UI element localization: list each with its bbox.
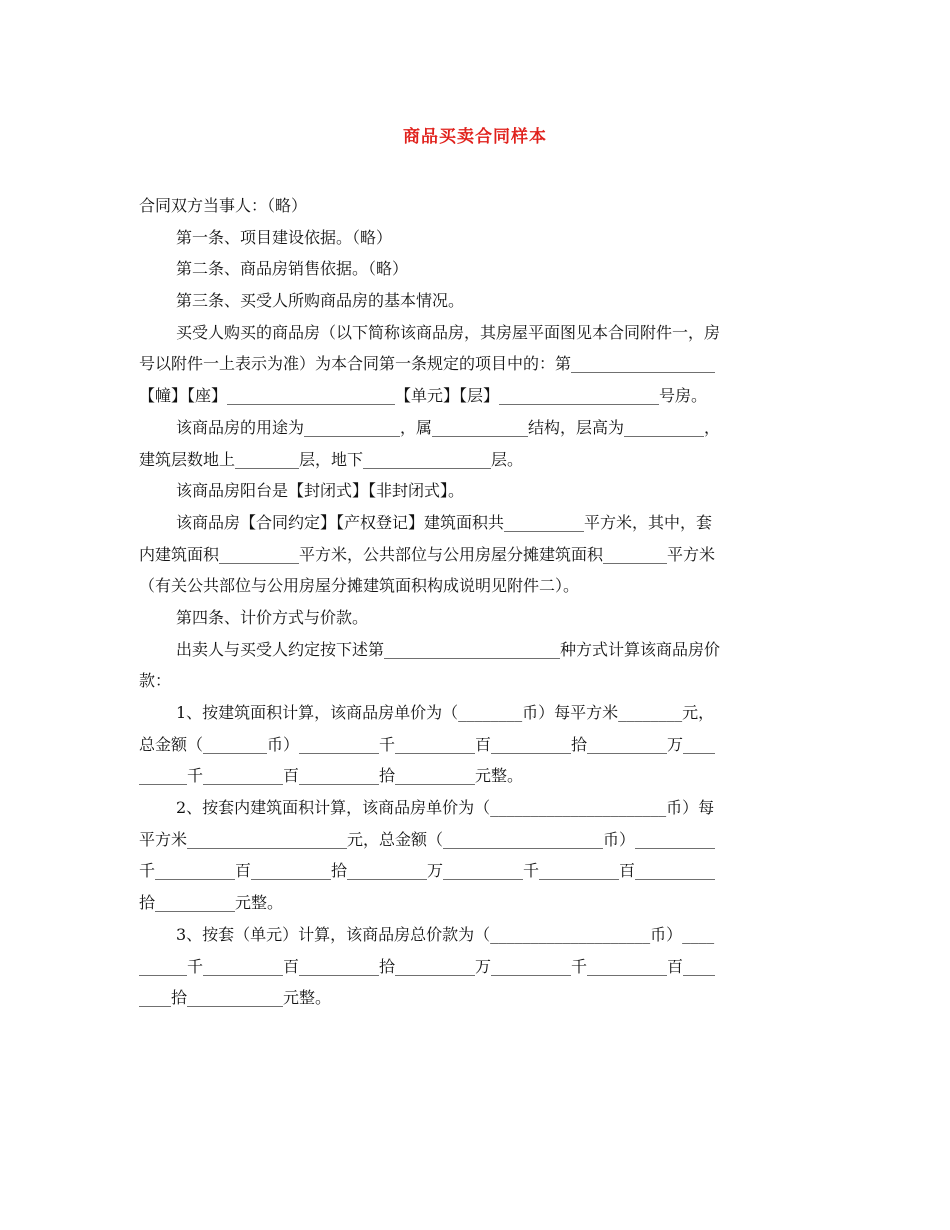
article-3-para-1-line-3: 【幢】【座】_____________________【单元】【层】____________________号房。 [139,386,708,406]
pricing-option-1-line-2: 总金额（________币）__________千__________百__________拾__________万____ [139,734,716,754]
pricing-option-2-line-3: 千__________百__________拾__________万__________千__________百__________ [139,861,716,881]
article-3-para-4-line-2: 内建筑面积__________平方米，公共部位与公用房屋分摊建筑面积________平方米 [139,544,716,564]
parties-line: 合同双方当事人：（略） [139,196,308,215]
article-1-line: 第一条、项目建设依据。（略） [176,227,393,247]
article-3-para-3-line-1: 该商品房阳台是【封闭式】【非封闭式】。 [176,481,465,501]
article-3-para-4-line-3: （有关公共部位与公用房屋分摊建筑面积构成说明见附件二）。 [139,576,580,596]
pricing-option-2-line-1: 2、按套内建筑面积计算，该商品房单价为（______________________币）每 [176,798,715,818]
pricing-option-1-line-3: ______千__________百__________拾__________元整。 [139,766,524,786]
article-3-para-1-line-1: 买受人购买的商品房（以下简称该商品房，其房屋平面图见本合同附件一，房 [176,322,721,342]
article-3-para-2-line-1: 该商品房的用途为____________，属____________结构，层高为__________， [176,417,721,437]
document-title: 商品买卖合同样本 [403,127,547,147]
article-2-line: 第二条、商品房销售依据。（略） [176,259,409,279]
pricing-option-2-line-2: 平方米____________________元，总金额（____________________币）__________ [139,829,716,849]
pricing-option-3-line-1: 3、按套（单元）计算，该商品房总价款为（____________________币）____ [176,924,715,944]
pricing-option-3-line-3: ____拾____________元整。 [139,988,332,1008]
article-3-para-4-line-1: 该商品房【合同约定】【产权登记】建筑面积共__________平方米，其中，套 [176,512,713,532]
pricing-option-2-line-4: 拾__________元整。 [139,893,284,913]
article-3-para-1-line-2: 号以附件一上表示为准）为本合同第一条规定的项目中的：第__________________ [139,354,716,374]
pricing-option-3-line-2: ______千__________百__________拾__________万__________千__________百____ [139,956,716,976]
article-3-heading: 第三条、买受人所购商品房的基本情况。 [176,291,465,311]
article-4-para-1-line-2: 款： [139,671,172,691]
contract-body [139,190,811,1014]
article-4-heading: 第四条、计价方式与价款。 [176,607,369,627]
article-3-para-2-line-2: 建筑层数地上________层，地下________________层。 [139,449,524,469]
article-4-para-1-line-1: 出卖人与买受人约定按下述第______________________种方式计算该商品房价 [176,639,721,659]
pricing-option-1-line-1: 1、按建筑面积计算，该商品房单价为（________币）每平方米________元， [176,703,715,722]
